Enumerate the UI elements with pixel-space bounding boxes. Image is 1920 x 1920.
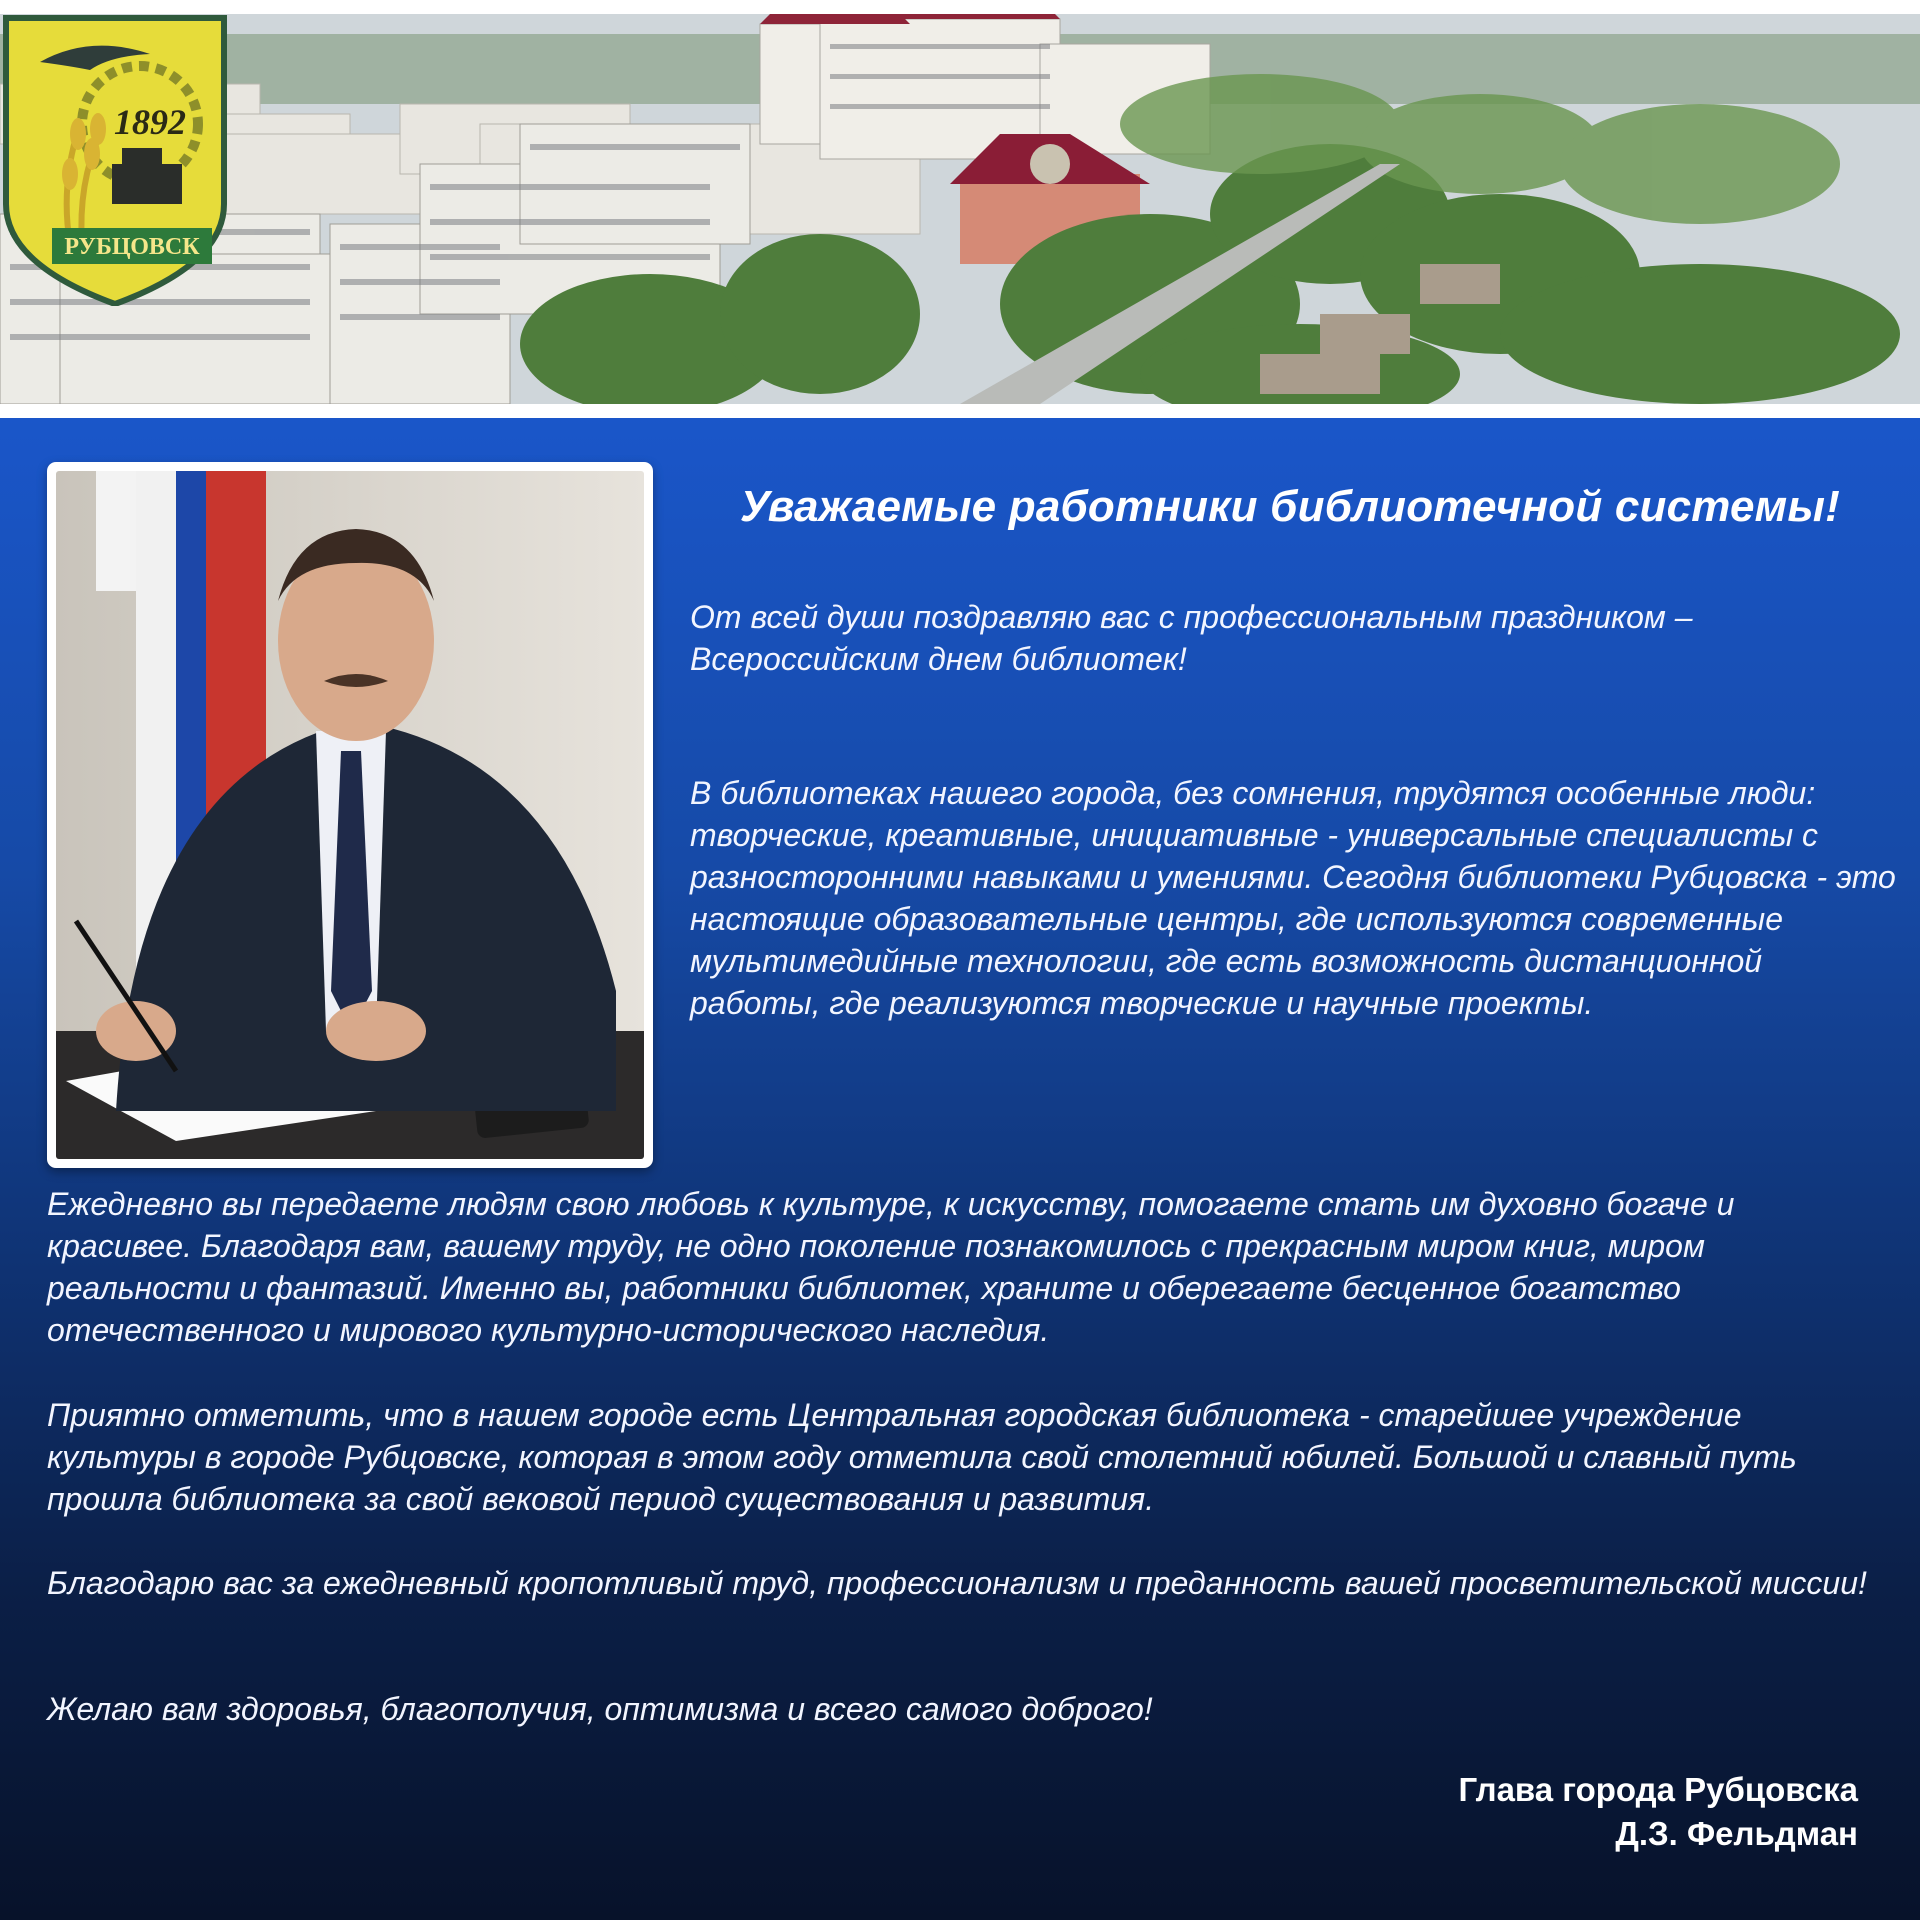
portrait-frame (47, 462, 653, 1168)
greeting-paragraph-2: В библиотеках нашего города, без сомнения, трудятся особенные люди: творческие, креативные, инициативные - универсальные специалисты с разносторонними навыками и умениями. Сегодня библиотеки Рубцовска - это настоящие образовательные центры, где используются современные мультимедийные технологии, где есть возможность дистанционной работы, где реализуются творческие и научные проекты. (690, 775, 1896, 1021)
city-emblem (0, 14, 230, 306)
greeting-paragraph-4: Приятно отметить, что в нашем городе есть Центральная городская библиотека - старейшее учреждение культуры в городе Рубцовске, которая в этом году отметила свой столетний юбилей. Большой и славный путь прошла библиотека за свой вековой период существования и развития. (47, 1397, 1797, 1517)
greeting-paragraph-5: Благодарю вас за ежедневный кропотливый труд, профессионализм и преданность вашей просветительской миссии! (47, 1565, 1867, 1601)
greeting-paragraph-6: Желаю вам здоровья, благополучия, оптимизма и всего самого доброго! (47, 1691, 1153, 1727)
emblem-year: 1892 (114, 102, 186, 142)
emblem-city: РУБЦОВСК (64, 234, 200, 260)
city-banner (0, 14, 1920, 404)
signature-name: Д.З. Фельдман (1615, 1815, 1858, 1852)
signature-block (1459, 1768, 1858, 1856)
city-panorama-photo (0, 14, 1920, 404)
portrait-photo (56, 471, 644, 1159)
greeting-paragraph-1: От всей души поздравляю вас с профессиональным праздником – Всероссийским днем библиотек! (690, 599, 1693, 677)
signature-position: Глава города Рубцовска (1458, 1771, 1858, 1808)
greeting-title: Уважаемые работники библиотечной системы! (739, 482, 1841, 531)
greeting-paragraph-3: Ежедневно вы передаете людям свою любовь к культуре, к искусству, помогаете стать им духовно богаче и красивее. Благодаря вам, вашему труду, не одно поколение познакомилось с прекрасным миром книг, миром реальности и фантазий. Именно вы, работники библиотек, храните и оберегаете бесценное богатство отечественного и мирового культурно-исторического наследия. (47, 1186, 1735, 1348)
